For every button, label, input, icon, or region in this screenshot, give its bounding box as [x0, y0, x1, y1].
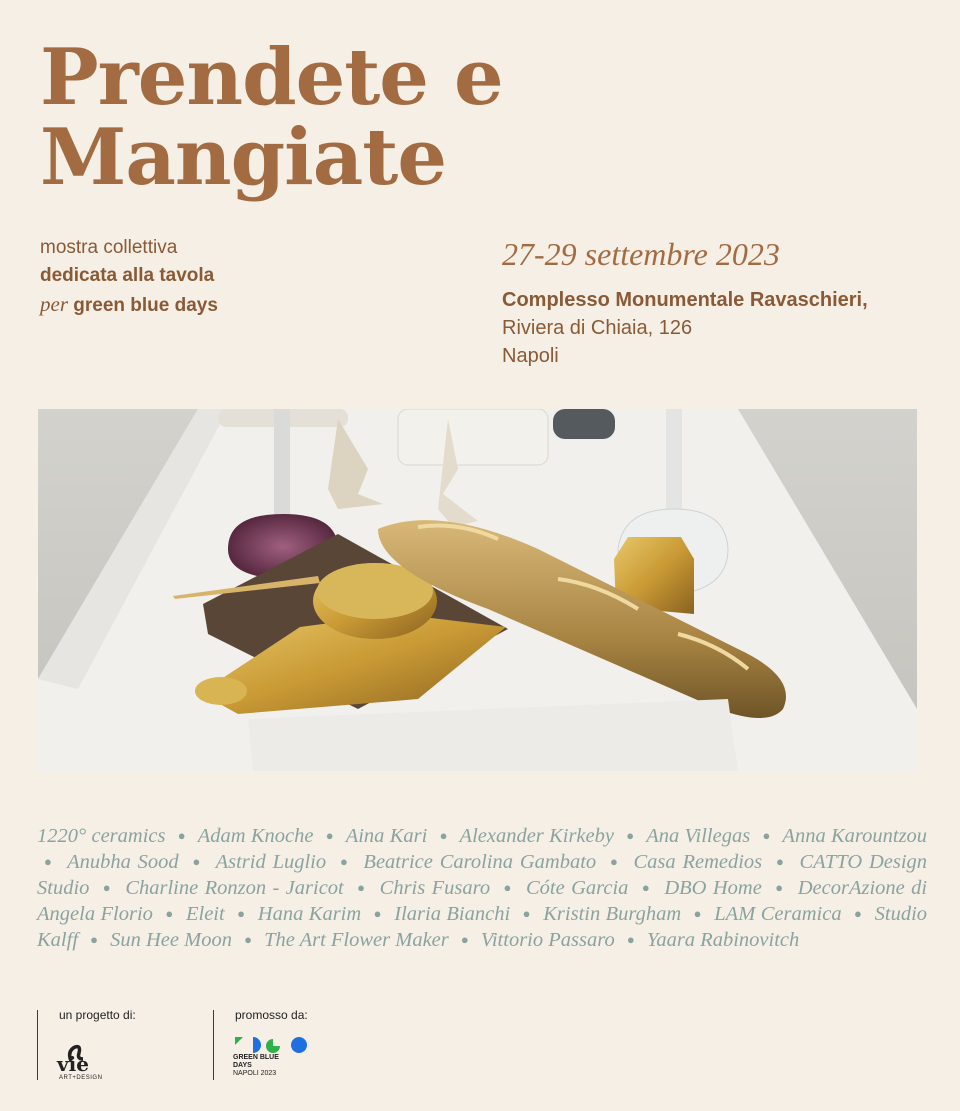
- participant-name: 1220° ceramics: [37, 825, 166, 847]
- bullet-separator: ●: [165, 906, 174, 921]
- bullet-separator: ●: [90, 932, 98, 947]
- participant-name: Ana Villegas: [646, 825, 751, 847]
- bullet-separator: ●: [439, 828, 448, 843]
- subtitle: [40, 234, 218, 320]
- venue-address: Riviera di Chiaia, 126: [502, 317, 693, 339]
- promoter-label: promosso da:: [235, 1008, 308, 1022]
- participant-name: Charline Ronzon - Jaricot: [125, 877, 344, 899]
- participant-name: Beatrice Carolina Gambato: [363, 851, 597, 873]
- participant-name: Kristin Burgham: [543, 903, 682, 925]
- participant-name: Cóte Garcia: [526, 877, 629, 899]
- bullet-separator: ●: [237, 906, 246, 921]
- bullet-separator: ●: [776, 854, 786, 869]
- subtitle-line-3: [40, 290, 218, 320]
- bullet-separator: ●: [373, 906, 382, 921]
- bullet-separator: ●: [626, 932, 635, 947]
- participants-list: [37, 823, 927, 953]
- participant-name: LAM Ceramica: [714, 903, 842, 925]
- participant-name: Adam Knoche: [197, 825, 314, 847]
- subtitle-line-1: mostra collettiva: [40, 237, 178, 258]
- hero-photo: [38, 409, 917, 771]
- bullet-separator: ●: [102, 880, 112, 895]
- footer-divider-2: [213, 1010, 214, 1080]
- subtitle-line-2: dedicata alla tavola: [40, 265, 215, 286]
- participant-name: Hana Karim: [257, 903, 362, 925]
- table-setting-illustration: [38, 409, 917, 771]
- bullet-separator: ●: [641, 880, 651, 895]
- bullet-separator: ●: [339, 854, 350, 869]
- participant-name: DBO Home: [664, 877, 762, 899]
- event-dates: 27-29 settembre 2023: [502, 236, 780, 272]
- participant-name: Astrid Luglio: [215, 851, 327, 873]
- gbd-line-2: DAYS: [233, 1062, 252, 1069]
- participant-name: Alexander Kirkeby: [459, 825, 614, 847]
- green-blue-days-icon: [233, 1036, 313, 1054]
- gbd-line-1: GREEN BLUE: [233, 1054, 279, 1061]
- bullet-separator: ●: [44, 854, 54, 869]
- participant-name: DecorAzione di Angela Florio: [37, 877, 928, 925]
- participant-name: Eleit: [185, 903, 225, 925]
- vie-logo-sub: ART+DESIGN: [59, 1075, 103, 1081]
- participant-name: Anubha Sood: [67, 851, 179, 873]
- participant-name: Vittorio Passaro: [480, 929, 615, 951]
- participant-name: Aina Kari: [345, 825, 428, 847]
- gbd-logo-text: [233, 1054, 279, 1078]
- bullet-separator: ●: [503, 880, 513, 895]
- participant-name: Yaara Rabinovitch: [646, 929, 800, 951]
- title-line-2: Mangiate: [40, 112, 446, 203]
- bullet-separator: ●: [762, 828, 771, 843]
- venue-info: [502, 286, 868, 370]
- venue-city: Napoli: [502, 345, 559, 367]
- bullet-separator: ●: [522, 906, 531, 921]
- participant-name: Sun Hee Moon: [110, 929, 232, 951]
- subtitle-per: per: [40, 292, 68, 316]
- project-label: un progetto di:: [59, 1008, 136, 1022]
- bullet-separator: ●: [325, 828, 334, 843]
- project-credit: [37, 1008, 197, 1080]
- title-line-1: Prendete e: [40, 32, 503, 123]
- bullet-separator: ●: [693, 906, 702, 921]
- participant-name: Casa Remedios: [633, 851, 763, 873]
- bullet-separator: ●: [244, 932, 252, 947]
- bullet-separator: ●: [626, 828, 635, 843]
- participant-name: The Art Flower Maker: [264, 929, 449, 951]
- vie-logo-text: vie: [57, 1052, 89, 1076]
- bullet-separator: ●: [610, 854, 620, 869]
- bullet-separator: ●: [775, 880, 785, 895]
- participant-name: CATTO Design Studio: [37, 851, 928, 899]
- gbd-line-3: NAPOLI 2023: [233, 1070, 277, 1077]
- bullet-separator: ●: [357, 880, 367, 895]
- promoter-credit: [213, 1008, 413, 1080]
- bullet-separator: ●: [177, 828, 186, 843]
- page-title: [40, 32, 503, 203]
- participant-name: Anna Karountzou: [782, 825, 928, 847]
- bullet-separator: ●: [460, 932, 469, 947]
- bullet-separator: ●: [854, 906, 863, 921]
- participant-name: Studio Kalff: [37, 903, 928, 951]
- participant-name: Chris Fusaro: [379, 877, 491, 899]
- footer-divider-1: [37, 1010, 38, 1080]
- bullet-separator: ●: [192, 854, 203, 869]
- participant-name: Ilaria Bianchi: [394, 903, 511, 925]
- subtitle-green-blue-days: green blue days: [68, 295, 218, 316]
- venue-name: Complesso Monumentale Ravaschieri,: [502, 289, 868, 311]
